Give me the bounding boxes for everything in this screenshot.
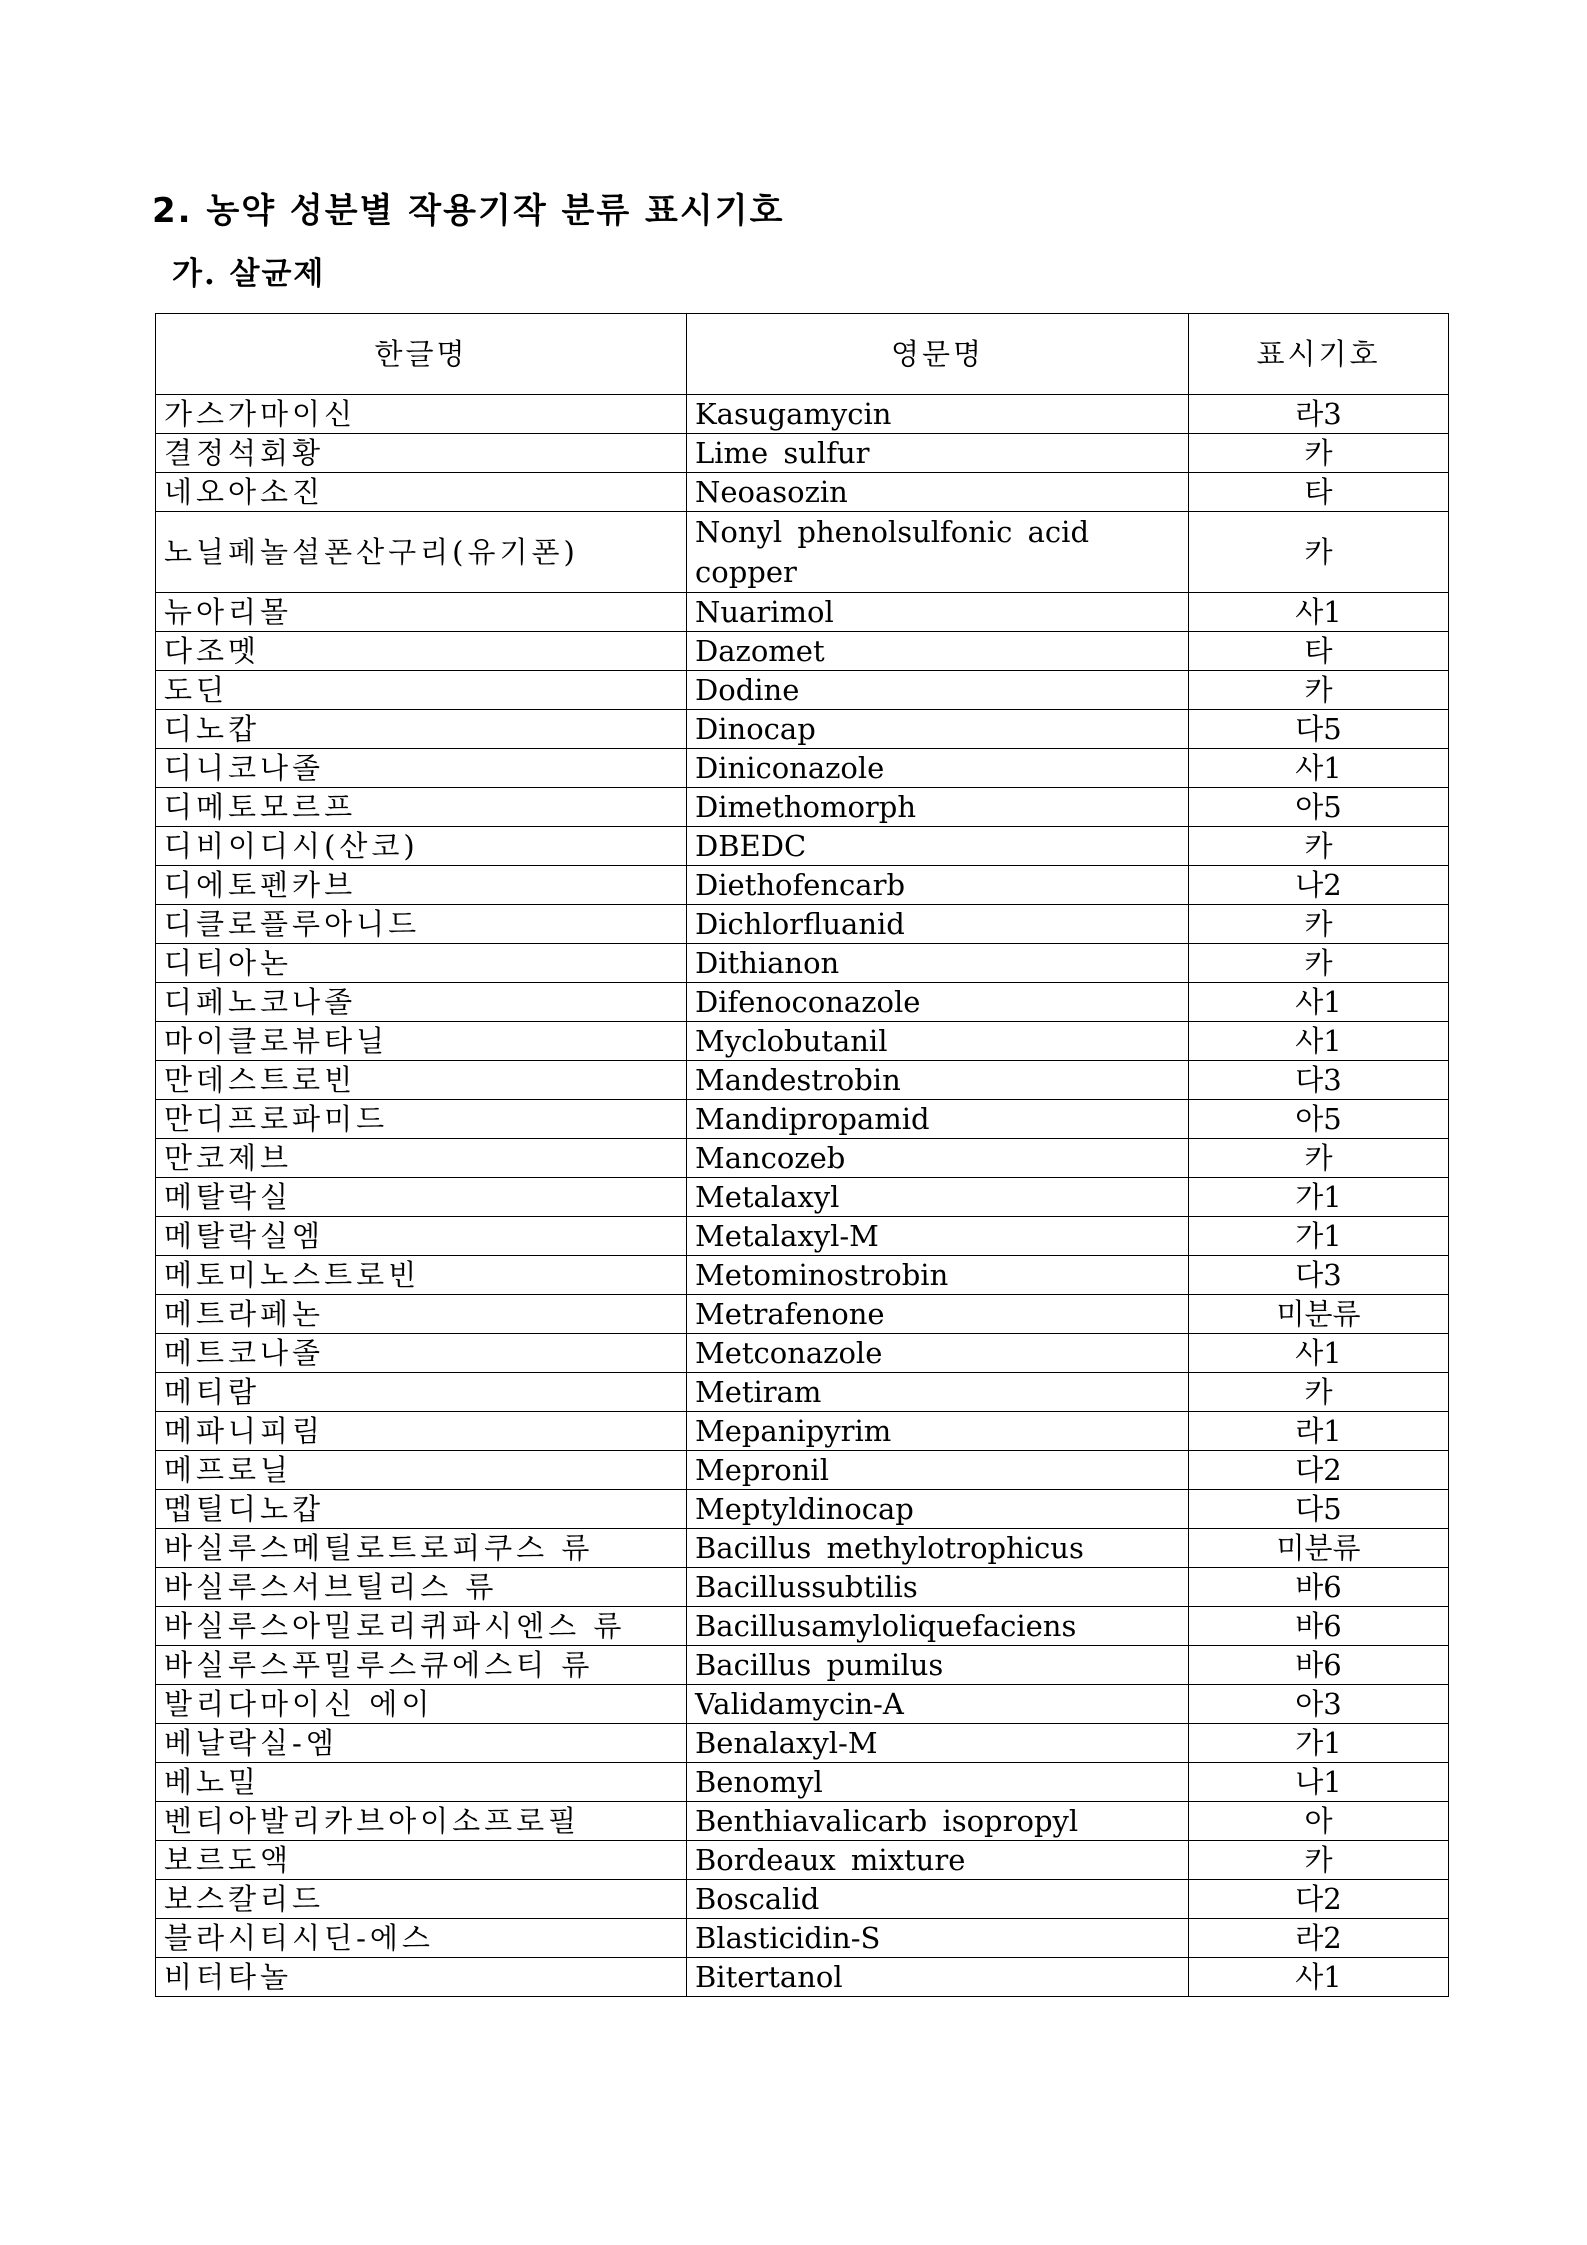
mode-code-cell: 아 [1189,1802,1449,1841]
english-name-cell: Dodine [687,671,1189,710]
mode-code-cell: 가1 [1189,1178,1449,1217]
table-row [156,593,1449,632]
mode-code-cell: 카 [1189,905,1449,944]
mode-code-cell: 다3 [1189,1256,1449,1295]
mode-code-cell: 라3 [1189,395,1449,434]
table-row [156,434,1449,473]
english-name-cell: Meptyldinocap [687,1490,1189,1529]
mode-code-cell: 타 [1189,473,1449,512]
korean-name-cell: 결정석회황 [156,434,687,473]
english-name-cell: Lime sulfur [687,434,1189,473]
korean-name-cell: 노닐페놀설폰산구리(유기폰) [156,512,687,593]
mode-code-cell: 가1 [1189,1724,1449,1763]
mode-code-cell: 다3 [1189,1061,1449,1100]
mode-code-cell: 카 [1189,827,1449,866]
table-row [156,1646,1449,1685]
mode-code-cell: 아5 [1189,1100,1449,1139]
table-row [156,1841,1449,1880]
korean-name-cell: 바실루스푸밀루스큐에스티 류 [156,1646,687,1685]
korean-name-cell: 메티람 [156,1373,687,1412]
table-body [156,395,1449,1997]
english-name-cell: Metconazole [687,1334,1189,1373]
table-row [156,866,1449,905]
english-name-cell: Boscalid [687,1880,1189,1919]
table-row [156,1334,1449,1373]
english-name-cell: Benomyl [687,1763,1189,1802]
english-name-cell: Metominostrobin [687,1256,1189,1295]
korean-name-cell: 메프로닐 [156,1451,687,1490]
english-name-cell: Dichlorfluanid [687,905,1189,944]
english-name-cell: Nuarimol [687,593,1189,632]
korean-name-cell: 다조멧 [156,632,687,671]
table-row [156,395,1449,434]
table-row [156,1685,1449,1724]
english-name-cell: Neoasozin [687,473,1189,512]
table-row [156,1919,1449,1958]
korean-name-cell: 블라시티시딘-에스 [156,1919,687,1958]
korean-name-cell: 보르도액 [156,1841,687,1880]
korean-name-cell: 바실루스메틸로트로피쿠스 류 [156,1529,687,1568]
english-name-cell: Mandestrobin [687,1061,1189,1100]
korean-name-cell: 베노밀 [156,1763,687,1802]
mode-code-cell: 카 [1189,512,1449,593]
mode-code-cell: 카 [1189,671,1449,710]
english-name-cell: Metalaxyl [687,1178,1189,1217]
korean-name-cell: 만디프로파미드 [156,1100,687,1139]
korean-name-cell: 만코제브 [156,1139,687,1178]
english-name-cell: Benthiavalicarb isopropyl [687,1802,1189,1841]
korean-name-cell: 메탈락실엠 [156,1217,687,1256]
korean-name-cell: 마이클로뷰타닐 [156,1022,687,1061]
table-row [156,1178,1449,1217]
english-name-cell: Bacillus methylotrophicus [687,1529,1189,1568]
korean-name-cell: 메탈락실 [156,1178,687,1217]
korean-name-cell: 디페노코나졸 [156,983,687,1022]
mode-code-cell: 사1 [1189,1334,1449,1373]
table-row [156,1880,1449,1919]
english-name-cell: Validamycin-A [687,1685,1189,1724]
table-row [156,749,1449,788]
english-name-cell: Mepronil [687,1451,1189,1490]
korean-name-cell: 보스칼리드 [156,1880,687,1919]
table-row [156,1061,1449,1100]
mode-code-cell: 다5 [1189,710,1449,749]
table-row [156,473,1449,512]
table-row [156,1958,1449,1997]
korean-name-cell: 바실루스서브틸리스 류 [156,1568,687,1607]
korean-name-cell: 벤티아발리카브아이소프로필 [156,1802,687,1841]
mode-code-cell: 아5 [1189,788,1449,827]
mode-code-cell: 라2 [1189,1919,1449,1958]
english-name-cell: Blasticidin-S [687,1919,1189,1958]
korean-name-cell: 바실루스아밀로리퀴파시엔스 류 [156,1607,687,1646]
korean-name-cell: 뉴아리몰 [156,593,687,632]
mode-code-cell: 사1 [1189,983,1449,1022]
section-subtitle: 가. 살균제 [172,256,326,292]
mode-code-cell: 사1 [1189,593,1449,632]
table-row [156,1568,1449,1607]
table-row [156,827,1449,866]
header-korean-name: 한글명 [156,314,687,395]
mode-code-cell: 카 [1189,434,1449,473]
korean-name-cell: 메트코나졸 [156,1334,687,1373]
korean-name-cell: 디니코나졸 [156,749,687,788]
table-row [156,671,1449,710]
korean-name-cell: 발리다마이신 에이 [156,1685,687,1724]
english-name-cell: Bitertanol [687,1958,1189,1997]
table-row [156,1451,1449,1490]
english-name-cell: Myclobutanil [687,1022,1189,1061]
header-mode-code: 표시기호 [1189,314,1449,395]
english-name-cell: Bordeaux mixture [687,1841,1189,1880]
mode-code-cell: 사1 [1189,749,1449,788]
table-row [156,512,1449,593]
korean-name-cell: 네오아소진 [156,473,687,512]
table-row [156,1022,1449,1061]
page-title: 2. 농약 성분별 작용기작 분류 표시기호 [152,191,785,231]
korean-name-cell: 디티아논 [156,944,687,983]
table-row [156,983,1449,1022]
korean-name-cell: 도딘 [156,671,687,710]
english-name-cell: Difenoconazole [687,983,1189,1022]
mode-code-cell: 미분류 [1189,1295,1449,1334]
mode-code-cell: 바6 [1189,1568,1449,1607]
table-row [156,632,1449,671]
table-row [156,1100,1449,1139]
table-row [156,1217,1449,1256]
english-name-cell: Mandipropamid [687,1100,1189,1139]
table-row [156,1763,1449,1802]
header-english-name: 영문명 [687,314,1189,395]
mode-code-cell: 아3 [1189,1685,1449,1724]
english-name-cell: Bacillussubtilis [687,1568,1189,1607]
english-name-cell: Dithianon [687,944,1189,983]
mode-code-cell: 카 [1189,944,1449,983]
fungicide-table [155,313,1449,1997]
mode-code-cell: 카 [1189,1139,1449,1178]
english-name-cell: Dimethomorph [687,788,1189,827]
english-name-cell: Nonyl phenolsulfonic acid copper [687,512,1189,593]
korean-name-cell: 만데스트로빈 [156,1061,687,1100]
mode-code-cell: 타 [1189,632,1449,671]
table-row [156,1724,1449,1763]
mode-code-cell: 바6 [1189,1607,1449,1646]
korean-name-cell: 베날락실-엠 [156,1724,687,1763]
korean-name-cell: 메파니피림 [156,1412,687,1451]
table-row [156,1802,1449,1841]
english-name-cell: Dinocap [687,710,1189,749]
mode-code-cell: 사1 [1189,1958,1449,1997]
mode-code-cell: 카 [1189,1373,1449,1412]
english-name-cell: Mancozeb [687,1139,1189,1178]
table-row [156,905,1449,944]
english-name-cell: Bacillusamyloliquefaciens [687,1607,1189,1646]
english-name-cell: Metiram [687,1373,1189,1412]
korean-name-cell: 가스가마이신 [156,395,687,434]
english-name-cell: Bacillus pumilus [687,1646,1189,1685]
korean-name-cell: 비터타놀 [156,1958,687,1997]
korean-name-cell: 메토미노스트로빈 [156,1256,687,1295]
mode-code-cell: 바6 [1189,1646,1449,1685]
table-row [156,710,1449,749]
mode-code-cell: 사1 [1189,1022,1449,1061]
english-name-cell: Metalaxyl-M [687,1217,1189,1256]
table-row [156,1490,1449,1529]
english-name-cell: Mepanipyrim [687,1412,1189,1451]
korean-name-cell: 디비이디시(산코) [156,827,687,866]
table-row [156,1139,1449,1178]
table-row [156,944,1449,983]
korean-name-cell: 디클로플루아니드 [156,905,687,944]
english-name-cell: Kasugamycin [687,395,1189,434]
table-row [156,1373,1449,1412]
korean-name-cell: 메트라페논 [156,1295,687,1334]
mode-code-cell: 나1 [1189,1763,1449,1802]
english-name-cell: Dazomet [687,632,1189,671]
mode-code-cell: 가1 [1189,1217,1449,1256]
mode-code-cell: 다2 [1189,1880,1449,1919]
mode-code-cell: 나2 [1189,866,1449,905]
mode-code-cell: 다2 [1189,1451,1449,1490]
english-name-cell: Diethofencarb [687,866,1189,905]
korean-name-cell: 디메토모르프 [156,788,687,827]
korean-name-cell: 멥틸디노캅 [156,1490,687,1529]
mode-code-cell: 라1 [1189,1412,1449,1451]
english-name-cell: Metrafenone [687,1295,1189,1334]
table-row [156,1607,1449,1646]
table-row [156,1529,1449,1568]
english-name-cell: DBEDC [687,827,1189,866]
table-header-row [156,314,1449,395]
table-row [156,788,1449,827]
korean-name-cell: 디에토펜카브 [156,866,687,905]
english-name-cell: Diniconazole [687,749,1189,788]
mode-code-cell: 미분류 [1189,1529,1449,1568]
mode-code-cell: 다5 [1189,1490,1449,1529]
mode-code-cell: 카 [1189,1841,1449,1880]
english-name-cell: Benalaxyl-M [687,1724,1189,1763]
table-row [156,1256,1449,1295]
table-row [156,1412,1449,1451]
korean-name-cell: 디노캅 [156,710,687,749]
table-row [156,1295,1449,1334]
